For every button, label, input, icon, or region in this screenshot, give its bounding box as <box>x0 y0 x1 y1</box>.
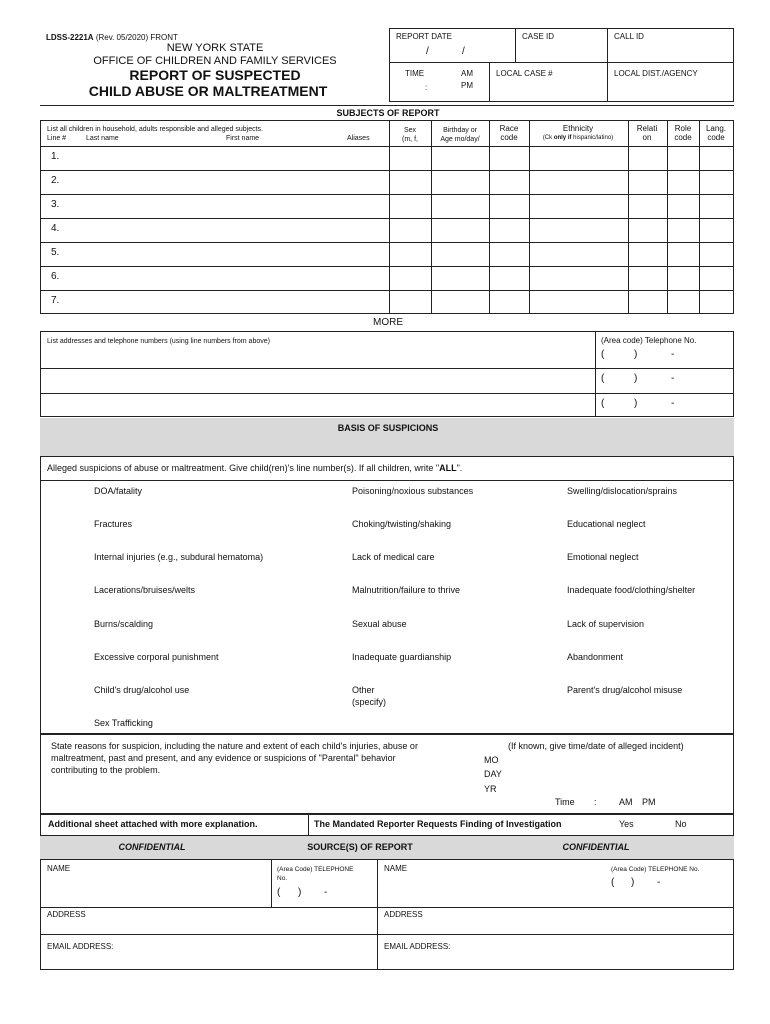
source-telephone-label: (Area Code) TELEPHONE <box>277 866 354 873</box>
source-phone-close: ) <box>298 887 302 898</box>
incident-day-label: DAY <box>484 769 502 779</box>
suspicion-lacerations[interactable]: Lacerations/bruises/welts <box>94 585 196 595</box>
col-relation-sub: on <box>642 133 652 142</box>
suspicion-abandonment[interactable]: Abandonment <box>567 652 624 662</box>
col-ethnicity: Ethnicity <box>562 124 594 133</box>
confidential-left: CONFIDENTIAL <box>118 842 186 852</box>
phone-label: (Area code) Telephone No. <box>601 336 697 345</box>
suspicion-other-specify: (specify) <box>352 697 387 707</box>
pm-label: PM <box>461 81 473 90</box>
call-id-label: CALL ID <box>614 32 644 41</box>
finding-yes[interactable]: Yes <box>619 819 634 829</box>
col-relation: Relati <box>636 124 658 133</box>
form-title-line1: REPORT OF SUSPECTED <box>129 67 301 83</box>
more-link[interactable]: MORE <box>373 317 403 328</box>
col-race-sub: code <box>500 133 518 142</box>
suspicion-burns[interactable]: Burns/scalding <box>94 619 154 629</box>
col-role: Role <box>674 124 692 133</box>
phone-area-open: ( <box>601 373 605 384</box>
phone-area-open: ( <box>601 349 605 360</box>
source-name-label: NAME <box>47 864 71 873</box>
subject-row-number: 7. <box>51 295 60 306</box>
suspicion-fractures[interactable]: Fractures <box>94 519 133 529</box>
incident-pm[interactable]: PM <box>642 797 656 807</box>
source-phone-open-right: ( <box>611 877 615 888</box>
phone-area-close: ) <box>634 373 638 384</box>
time-label: TIME <box>405 69 425 78</box>
phone-area-close: ) <box>634 349 638 360</box>
incident-year-label: YR <box>484 784 497 794</box>
form-id: LDSS-2221A (Rev. 05/2020) FRONT <box>46 33 178 42</box>
col-language-sub: code <box>707 133 725 142</box>
office-name: OFFICE OF CHILDREN AND FAMILY SERVICES <box>93 55 337 67</box>
suspicion-doa-fatality[interactable]: DOA/fatality <box>94 486 143 496</box>
source-phone-open: ( <box>277 887 281 898</box>
suspicion-malnutrition[interactable]: Malnutrition/failure to thrive <box>352 585 461 595</box>
report-date-label: REPORT DATE <box>396 32 453 41</box>
form-title-line2: CHILD ABUSE OR MALTREATMENT <box>88 83 328 99</box>
suspicion-parent-drug-misuse[interactable]: Parent's drug/alcohol misuse <box>567 685 683 695</box>
incident-month-label: MO <box>484 755 499 765</box>
confidential-right: CONFIDENTIAL <box>562 842 630 852</box>
local-case-label: LOCAL CASE # <box>496 69 553 78</box>
col-race: Race <box>499 124 519 133</box>
suspicion-inadequate-food[interactable]: Inadequate food/clothing/shelter <box>567 585 696 595</box>
phone-dash: - <box>671 373 675 384</box>
phone-dash: - <box>671 398 675 409</box>
col-role-sub: code <box>674 133 692 142</box>
source-phone-close-right: ) <box>631 877 635 888</box>
basis-section-title: BASIS OF SUSPICIONS <box>337 423 439 433</box>
phone-area-open: ( <box>601 398 605 409</box>
source-telephone-label-2: No. <box>277 875 288 882</box>
suspicion-sex-trafficking[interactable]: Sex Trafficking <box>94 718 153 728</box>
basis-instruction: Alleged suspicions of abuse or maltreatment. Give child(ren)'s line number(s). If all children, write "ALL". <box>47 463 463 473</box>
col-language: Lang. <box>705 124 727 133</box>
subject-row-number: 6. <box>51 271 60 282</box>
suspicion-sexual-abuse[interactable]: Sexual abuse <box>352 619 407 629</box>
subject-row-number: 1. <box>51 151 60 162</box>
suspicion-educational-neglect[interactable]: Educational neglect <box>567 519 646 529</box>
reasons-text-line3: contributing to the problem. <box>51 765 161 775</box>
col-birthday: Birthday or <box>443 127 477 134</box>
reasons-text-line1: State reasons for suspicion, including the nature and extent of each child's injuries, abuse or <box>51 741 418 751</box>
subjects-section-title: SUBJECTS OF REPORT <box>336 108 440 118</box>
suspicion-lack-supervision[interactable]: Lack of supervision <box>567 619 645 629</box>
suspicion-poisoning[interactable]: Poisoning/noxious substances <box>352 486 474 496</box>
subject-row-number: 3. <box>51 199 60 210</box>
date-separator: / <box>426 46 429 57</box>
subject-row-number: 5. <box>51 247 60 258</box>
suspicion-lack-medical-care[interactable]: Lack of medical care <box>352 552 435 562</box>
sources-section-title: SOURCE(S) OF REPORT <box>307 842 413 852</box>
case-id-label: CASE ID <box>522 32 555 41</box>
source-email-label: EMAIL ADDRESS: <box>47 942 114 951</box>
source-address-label-right: ADDRESS <box>384 910 423 919</box>
incident-am[interactable]: AM <box>619 797 633 807</box>
col-birthday-sub: Age mo/day/ <box>440 136 480 143</box>
incident-time-label: Time <box>555 797 575 807</box>
local-dist-label: LOCAL DIST./AGENCY <box>614 69 698 78</box>
state-name: NEW YORK STATE <box>166 42 264 54</box>
source-name-label-right: NAME <box>384 864 408 873</box>
time-colon: : <box>425 83 428 92</box>
phone-dash: - <box>671 349 675 360</box>
subject-row-number: 2. <box>51 175 60 186</box>
col-line-number: Line # <box>47 135 67 142</box>
source-phone-dash-right: - <box>657 877 661 888</box>
suspicion-emotional-neglect[interactable]: Emotional neglect <box>567 552 639 562</box>
finding-no[interactable]: No <box>675 819 687 829</box>
subject-row-number: 4. <box>51 223 60 234</box>
mandated-reporter-label: The Mandated Reporter Requests Finding of Investigation <box>314 819 562 829</box>
suspicion-choking[interactable]: Choking/twisting/shaking <box>352 519 452 529</box>
col-last-name: Last name <box>86 135 119 142</box>
reasons-text-line2: maltreatment, past and present, and any evidence or suspicions of "Parental" behavior <box>51 753 396 763</box>
subjects-instruction: List all children in household, adults responsible and alleged subjects. <box>47 126 263 133</box>
source-address-label: ADDRESS <box>47 910 86 919</box>
col-sex: Sex <box>403 127 417 134</box>
am-label: AM <box>461 69 473 78</box>
col-first-name: First name <box>226 135 260 142</box>
col-sex-sub: (m, f, <box>402 136 418 143</box>
suspicion-other[interactable]: Other <box>352 685 375 695</box>
source-email-label-right: EMAIL ADDRESS: <box>384 942 451 951</box>
phone-area-close: ) <box>634 398 638 409</box>
incident-time-colon: : <box>594 797 597 807</box>
incident-known-label: (If known, give time/date of alleged incident) <box>508 741 684 751</box>
suspicion-corporal-punishment[interactable]: Excessive corporal punishment <box>94 652 219 662</box>
suspicion-inadequate-guardianship[interactable]: Inadequate guardianship <box>352 652 452 662</box>
source-telephone-label-right: (Area Code) TELEPHONE No. <box>611 866 700 873</box>
col-ethnicity-sub: (Ck only if hispanic/latino) <box>542 135 614 141</box>
additional-sheet-label: Additional sheet attached with more explanation. <box>48 819 258 829</box>
suspicion-swelling[interactable]: Swelling/dislocation/sprains <box>567 486 678 496</box>
subjects-table <box>40 120 734 314</box>
suspicion-child-drug-use[interactable]: Child's drug/alcohol use <box>94 685 190 695</box>
suspicion-internal-injuries[interactable]: Internal injuries (e.g., subdural hematoma) <box>94 552 264 562</box>
addresses-label: List addresses and telephone numbers (using line numbers from above) <box>47 338 270 345</box>
date-separator: / <box>462 46 465 57</box>
col-aliases: Aliases <box>347 135 370 142</box>
source-phone-dash: - <box>324 887 328 898</box>
